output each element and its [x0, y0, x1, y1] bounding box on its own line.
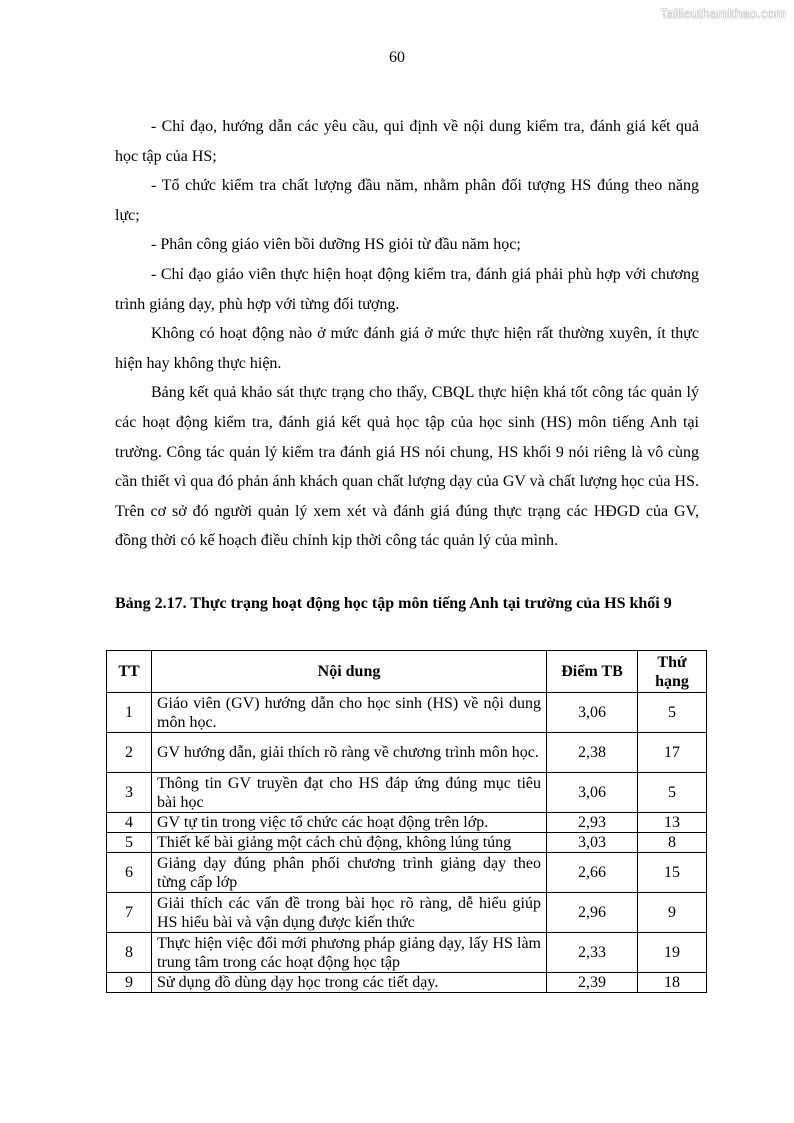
- cell-tt: 2: [107, 733, 152, 773]
- table-row: [107, 733, 707, 773]
- table-row: [107, 973, 707, 993]
- header-tt: TT: [107, 651, 152, 693]
- header-score: Điểm TB: [547, 651, 638, 693]
- table-row: [107, 833, 707, 853]
- cell-content: Giải thích các vấn đề trong bài học rõ ràng, dễ hiểu giúp HS hiểu bài và vận dụng được kiến thức: [152, 893, 547, 933]
- cell-rank: 8: [638, 833, 707, 853]
- cell-rank: 13: [638, 813, 707, 833]
- table-caption: Bảng 2.17. Thực trạng hoạt động học tập môn tiếng Anh tại trường của HS khối 9: [115, 595, 672, 612]
- cell-rank: 19: [638, 933, 707, 973]
- cell-tt: 7: [107, 893, 152, 933]
- table-row: [107, 933, 707, 973]
- cell-score: 3,03: [547, 833, 638, 853]
- paragraph: - Tổ chức kiểm tra chất lượng đầu năm, nhằm phân đối tượng HS đúng theo năng lực;: [115, 177, 699, 224]
- table-row: [107, 693, 707, 733]
- cell-content: Sử dụng đồ dùng dạy học trong các tiết dạy.: [152, 973, 547, 993]
- cell-score: 3,06: [547, 773, 638, 813]
- cell-score: 2,96: [547, 893, 638, 933]
- paragraph: - Chỉ đạo, hướng dẫn các yêu cầu, qui định về nội dung kiểm tra, đánh giá kết quả học tập của HS;: [115, 118, 699, 165]
- cell-score: 2,93: [547, 813, 638, 833]
- table-row: [107, 813, 707, 833]
- cell-content: Giảng dạy đúng phân phối chương trình giảng dạy theo từng cấp lớp: [152, 853, 547, 893]
- cell-rank: 9: [638, 893, 707, 933]
- cell-rank: 18: [638, 973, 707, 993]
- cell-score: 2,38: [547, 733, 638, 773]
- cell-content: GV hướng dẫn, giải thích rõ ràng về chương trình môn học.: [152, 733, 547, 773]
- results-table: [106, 650, 707, 993]
- cell-content: Thực hiện việc đổi mới phương pháp giảng dạy, lấy HS làm trung tâm trong các hoạt động học tập: [152, 933, 547, 973]
- watermark: Tailieuthamkhao.com: [660, 6, 786, 21]
- cell-content: Thông tin GV truyền đạt cho HS đáp ứng đúng mục tiêu bài học: [152, 773, 547, 813]
- cell-tt: 5: [107, 833, 152, 853]
- paragraph: Bảng kết quả khảo sát thực trạng cho thấy, CBQL thực hiện khá tốt công tác quản lý các hoạt động kiểm tra, đánh giá kết quả học tập của học sinh (HS) môn tiếng Anh tại trường. Công tác quản lý kiểm tra đánh giá HS nói chung, HS khối 9 nói riêng là vô cùng cần thiết vì qua đó phản ánh khách quan chất lượng dạy của GV và chất lượng học của HS. Trên cơ sở đó người quản lý xem xét và đánh giá đúng thực trạng các HĐGD của GV, đồng thời có kế hoạch điều chỉnh kịp thời công tác quản lý của mình.: [115, 384, 699, 550]
- cell-rank: 17: [638, 733, 707, 773]
- cell-score: 3,06: [547, 693, 638, 733]
- cell-content: Thiết kế bài giảng một cách chủ động, không lúng túng: [152, 833, 547, 853]
- page-number: 60: [389, 49, 405, 66]
- paragraph: - Chỉ đạo giáo viên thực hiện hoạt động kiểm tra, đánh giá phải phù hợp với chương trình giảng dạy, phù hợp với từng đối tượng.: [115, 265, 699, 313]
- cell-rank: 5: [638, 773, 707, 813]
- cell-tt: 6: [107, 853, 152, 893]
- cell-content: Giáo viên (GV) hướng dẫn cho học sinh (HS) về nội dung môn học.: [152, 693, 547, 733]
- paragraph: Không có hoạt động nào ở mức đánh giá ở mức thực hiện rất thường xuyên, ít thực hiện hay không thực hiện.: [115, 325, 699, 372]
- cell-rank: 15: [638, 853, 707, 893]
- header-content: Nội dung: [152, 651, 547, 693]
- cell-tt: 4: [107, 813, 152, 833]
- cell-content: GV tự tin trong việc tổ chức các hoạt động trên lớp.: [152, 813, 547, 833]
- cell-tt: 1: [107, 693, 152, 733]
- table-row: [107, 773, 707, 813]
- cell-tt: 8: [107, 933, 152, 973]
- header-rank: Thứ hạng: [638, 651, 707, 693]
- cell-rank: 5: [638, 693, 707, 733]
- cell-tt: 9: [107, 973, 152, 993]
- table-row: [107, 893, 707, 933]
- cell-score: 2,66: [547, 853, 638, 893]
- body-text: [115, 112, 699, 556]
- table-header-row: [107, 651, 707, 693]
- cell-tt: 3: [107, 773, 152, 813]
- table-row: [107, 853, 707, 893]
- paragraph: - Phân công giáo viên bồi dưỡng HS giỏi từ đầu năm học;: [151, 236, 521, 254]
- cell-score: 2,33: [547, 933, 638, 973]
- cell-score: 2,39: [547, 973, 638, 993]
